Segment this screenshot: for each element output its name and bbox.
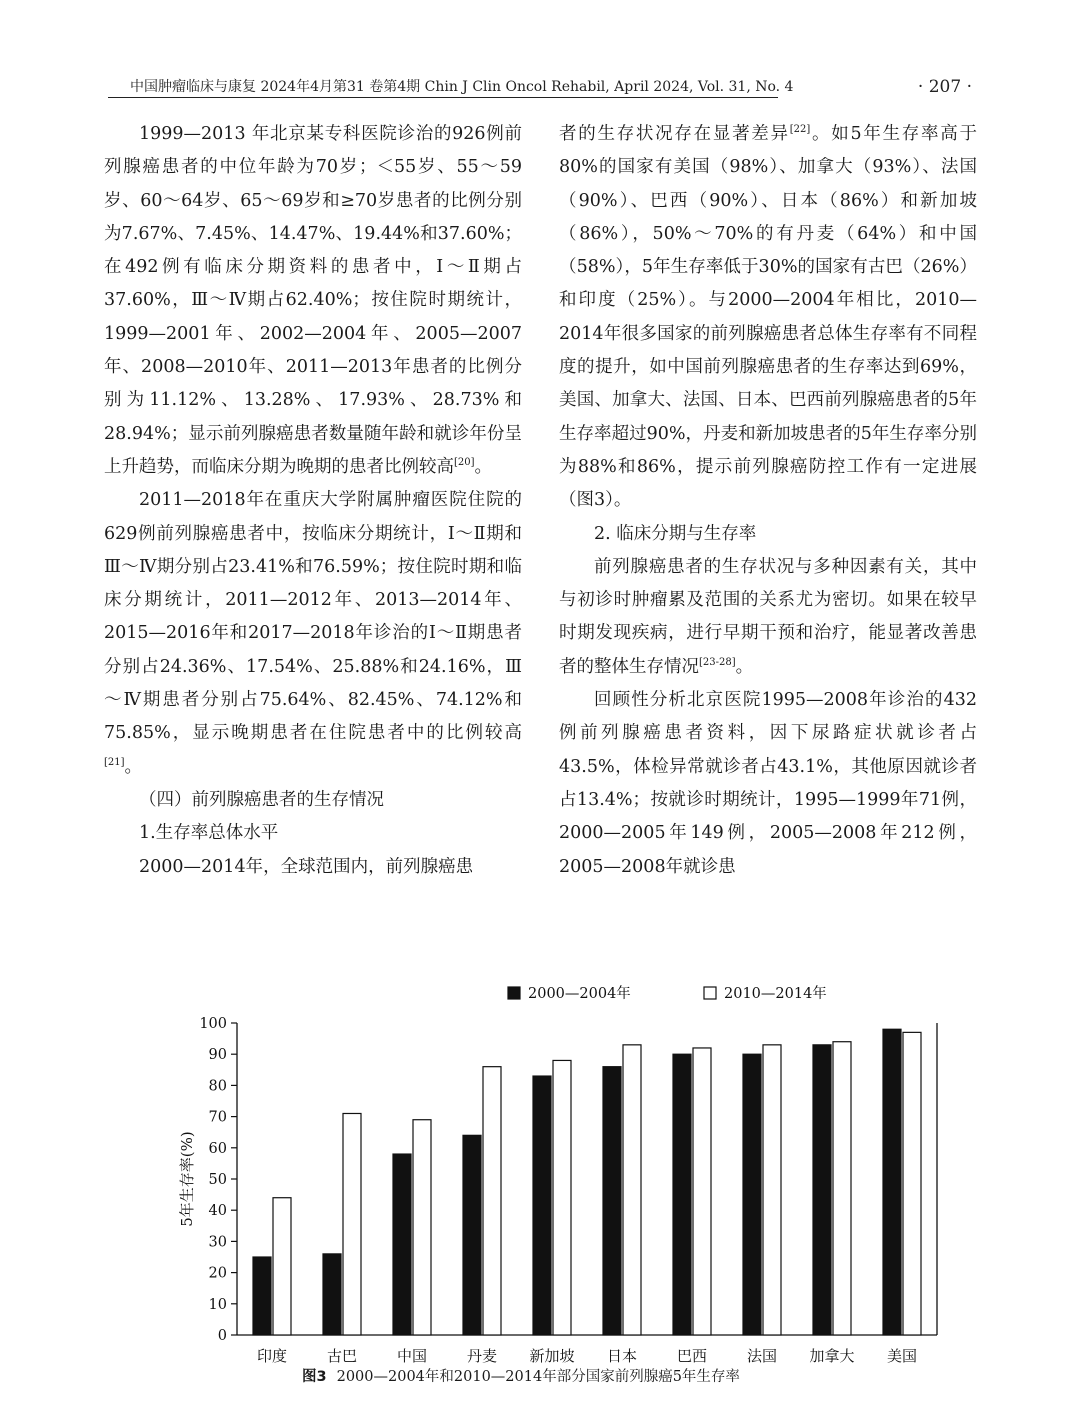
y-tick-label: 20 bbox=[208, 1265, 227, 1282]
page-number: · 207 · bbox=[917, 77, 972, 97]
bar-series1-6 bbox=[673, 1054, 691, 1335]
paragraph-beijing-stats: 1999—2013 年北京某专科医院诊治的926例前列腺癌患者的中位年龄为70岁；＜55岁、55～59岁、60～64岁、65～69岁和≥70岁患者的比例分别为7.67%、7.45%、14.47%、19.44%和37.60%；在492例有临床分期资料的患者中，Ⅰ～Ⅱ期占37.60%，Ⅲ～Ⅳ期占62.40%；按住院时期统计，1999—2001年、2002—2004年、2005—2007年、2008—2010年、2011—2013年患者的比例分别为11.12%、13.28%、17.93%、28.73%和28.94%；显示前列腺癌患者数量随年龄和就诊年份呈上升趋势，而临床分期为晚期的患者比例较高[20]。 bbox=[104, 124, 522, 477]
legend-label: 2010—2014年 bbox=[724, 986, 827, 1002]
legend-swatch bbox=[704, 987, 716, 999]
header-rule bbox=[108, 97, 778, 98]
bar-series2-4 bbox=[553, 1060, 571, 1335]
left-column bbox=[104, 118, 522, 884]
right-column bbox=[559, 118, 977, 884]
paragraph-retrospective: 回顾性分析北京医院1995—2008年诊治的432例前列腺癌患者资料，因下尿路症状就诊者占43.5%，体检异常就诊者占43.1%，其他原因就诊者占13.4%；按就诊时期统计，1995—1999年71例，2000—2005年149例，2005—2008年212例，2005—2008年就诊患 bbox=[559, 690, 977, 877]
bar-chart-svg bbox=[170, 975, 950, 1370]
bar-series2-7 bbox=[763, 1045, 781, 1335]
x-tick-label: 古巴 bbox=[326, 1347, 358, 1365]
bar-series1-0 bbox=[253, 1257, 271, 1335]
y-tick-label: 90 bbox=[208, 1047, 227, 1064]
bar-series1-9 bbox=[883, 1029, 901, 1335]
subsection-heading-stage: 2. 临床分期与生存率 bbox=[594, 523, 757, 544]
y-axis-label: 5年生存率(%) bbox=[178, 1131, 196, 1227]
bar-series1-5 bbox=[603, 1067, 621, 1335]
bar-series2-2 bbox=[413, 1120, 431, 1335]
x-tick-label: 中国 bbox=[396, 1347, 428, 1365]
figure-3-chart bbox=[170, 975, 950, 1400]
y-tick-label: 70 bbox=[208, 1109, 227, 1126]
y-tick-label: 30 bbox=[208, 1234, 227, 1251]
section-heading-survival: （四）前列腺癌患者的生存情况 bbox=[139, 789, 384, 810]
y-tick-label: 0 bbox=[217, 1328, 227, 1344]
running-header bbox=[108, 76, 972, 98]
y-tick-label: 100 bbox=[199, 1016, 227, 1032]
x-tick-label: 丹麦 bbox=[466, 1347, 498, 1365]
bar-series1-4 bbox=[533, 1076, 551, 1335]
bar-series2-5 bbox=[623, 1045, 641, 1335]
bar-series1-8 bbox=[813, 1045, 831, 1335]
bar-series1-7 bbox=[743, 1054, 761, 1335]
citation-ref: [20] bbox=[454, 457, 475, 469]
bar-series2-1 bbox=[343, 1113, 361, 1335]
y-tick-label: 80 bbox=[208, 1078, 227, 1095]
figure-caption bbox=[302, 1366, 902, 1388]
x-tick-label: 新加坡 bbox=[529, 1347, 575, 1365]
bar-series2-6 bbox=[693, 1048, 711, 1335]
bar-series2-3 bbox=[483, 1067, 501, 1335]
bar-series1-1 bbox=[323, 1254, 341, 1335]
paragraph-stage-factors: 前列腺癌患者的生存状况与多种因素有关，其中与初诊时肿瘤累及范围的关系尤为密切。如果在较早时期发现疾病，进行早期干预和治疗，能显著改善患者的整体生存情况[23-28]。 bbox=[559, 556, 977, 677]
figure-caption-text: 2000—2004年和2010—2014年部分国家前列腺癌5年生存率 bbox=[336, 1369, 740, 1385]
y-tick-label: 10 bbox=[208, 1296, 227, 1313]
x-tick-label: 加拿大 bbox=[809, 1347, 855, 1365]
x-tick-label: 巴西 bbox=[676, 1347, 708, 1365]
bar-series2-9 bbox=[903, 1032, 921, 1335]
bar-series2-8 bbox=[833, 1042, 851, 1335]
x-tick-label: 印度 bbox=[256, 1347, 288, 1365]
subsection-heading-overall: 1.生存率总体水平 bbox=[139, 823, 279, 844]
legend-swatch bbox=[508, 987, 520, 999]
x-tick-label: 美国 bbox=[886, 1347, 918, 1365]
y-tick-label: 50 bbox=[208, 1172, 227, 1188]
bar-series1-3 bbox=[463, 1135, 481, 1335]
paragraph-global-survival-start: 2000—2014年，全球范围内，前列腺癌患 bbox=[139, 856, 474, 877]
paragraph-global-survival-cont: 者的生存状况存在显著差异[22]。如5年生存率高于80%的国家有美国（98%）、加拿大（93%）、法国（90%）、巴西（90%）、日本（86%）和新加坡（86%），50%～70%的有丹麦（64%）和中国（58%），5年生存率低于30%的国家有古巴（26%）和印度（25%）。与2000—2004年相比，2010—2014年很多国家的前列腺癌患者总体生存率有不同程度的提升，如中国前列腺癌患者的生存率达到69%，美国、加拿大、法国、日本、巴西前列腺癌患者的5年生存率超过90%，丹麦和新加坡患者的5年生存率分别为88%和86%，提示前列腺癌防控工作有一定进展（图3）。 bbox=[559, 124, 977, 511]
paragraph-chongqing-stats: 2011—2018年在重庆大学附属肿瘤医院住院的629例前列腺癌患者中，按临床分期统计，Ⅰ～Ⅱ期和Ⅲ～Ⅳ期分别占23.41%和76.59%；按住院时期和临床分期统计，2011—2012年、2013—2014年、2015—2016年和2017—2018年诊治的Ⅰ～Ⅱ期患者分别占24.36%、17.54%、25.88%和24.16%，Ⅲ～Ⅳ期患者分别占75.64%、82.45%、74.12%和75.85%，显示晚期患者在住院患者中的比例较高[21]。 bbox=[104, 490, 522, 777]
figure-label: 图3 bbox=[302, 1369, 327, 1385]
journal-citation: 中国肿瘤临床与康复 2024年4月第31 卷第4期 Chin J Clin Oncol Rehabil, April 2024, Vol. 31, No. 4 bbox=[130, 79, 794, 95]
legend-label: 2000—2004年 bbox=[528, 986, 631, 1002]
bar-series1-2 bbox=[393, 1154, 411, 1335]
y-tick-label: 60 bbox=[208, 1140, 227, 1157]
citation-ref: [22] bbox=[789, 124, 811, 136]
bar-series2-0 bbox=[273, 1198, 291, 1335]
y-tick-label: 40 bbox=[208, 1203, 227, 1220]
x-tick-label: 法国 bbox=[746, 1347, 778, 1365]
x-tick-label: 日本 bbox=[606, 1347, 638, 1365]
citation-ref: [21] bbox=[104, 756, 125, 768]
citation-ref: [23-28] bbox=[699, 656, 736, 668]
